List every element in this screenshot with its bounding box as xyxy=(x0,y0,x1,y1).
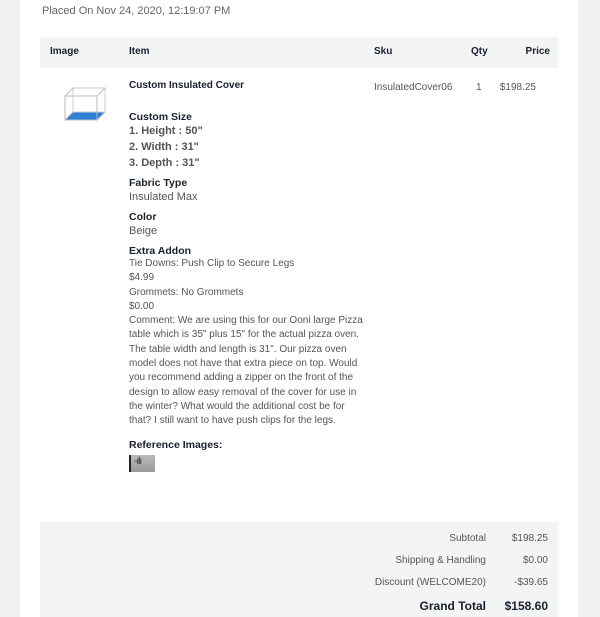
discount-row xyxy=(375,577,548,588)
order-totals xyxy=(40,522,558,617)
item-qty: 1 xyxy=(476,82,482,93)
shipping-label: Shipping & Handling xyxy=(395,555,486,566)
col-qty: Qty xyxy=(471,46,488,57)
grand-total-value: $158.60 xyxy=(504,599,548,613)
item-title: Custom Insulated Cover xyxy=(129,80,245,91)
item-price: $198.25 xyxy=(499,82,536,93)
grand-total-label: Grand Total xyxy=(419,599,486,613)
comment: Comment: We are using this for our Ooni large Pizza table which is 35" plus 15" for the actual pizza oven. The table width and length is 31". Our pizza oven model does not have that extra piece on top. Would you recommend adding a zipper on the front of the design to allow easy removal of the cover for use in the winter? What would the additional cost be for that? I still want to have push clips for the legs. xyxy=(129,315,363,427)
col-item: Item xyxy=(129,46,150,57)
reference-image-thumbnail[interactable] xyxy=(129,455,155,472)
table-header xyxy=(40,37,558,68)
item-sku: InsulatedCover06 xyxy=(374,82,453,93)
col-sku: Sku xyxy=(374,46,393,57)
col-image: Image xyxy=(50,46,79,57)
addon-tiedowns: Tie Downs: Push Clip to Secure Legs xyxy=(129,258,295,269)
cube-icon xyxy=(59,86,109,132)
addon-grommets: Grommets: No Grommets xyxy=(129,286,244,298)
reference-images-label: Reference Images: xyxy=(129,438,223,451)
size-height: 1. Height : 50" xyxy=(129,125,203,137)
subtotal-value: $198.25 xyxy=(511,533,548,544)
subtotal-row xyxy=(449,533,548,544)
subtotal-label: Subtotal xyxy=(449,533,486,544)
col-price: Price xyxy=(525,46,550,57)
item-details xyxy=(129,80,369,472)
size-depth: 3. Depth : 31" xyxy=(129,157,200,169)
grand-total-row xyxy=(420,599,548,613)
fabric-value: Insulated Max xyxy=(129,191,198,203)
discount-value: -$39.65 xyxy=(514,577,548,588)
size-width: 2. Width : 31" xyxy=(129,141,199,153)
shipping-row xyxy=(395,555,548,566)
addon-grommets-price: $0.00 xyxy=(129,300,155,312)
discount-label: Discount (WELCOME20) xyxy=(374,577,486,588)
color-label: Color xyxy=(129,211,157,223)
order-card xyxy=(20,0,578,617)
fabric-label: Fabric Type xyxy=(129,177,188,189)
placed-on-date: Placed On Nov 24, 2020, 12:19:07 PM xyxy=(42,5,231,17)
custom-size-label: Custom Size xyxy=(129,111,193,123)
shipping-value: $0.00 xyxy=(522,555,548,566)
addon-label: Extra Addon xyxy=(129,245,192,257)
color-value: Beige xyxy=(129,225,158,237)
addon-tiedowns-price: $4.99 xyxy=(129,272,155,284)
